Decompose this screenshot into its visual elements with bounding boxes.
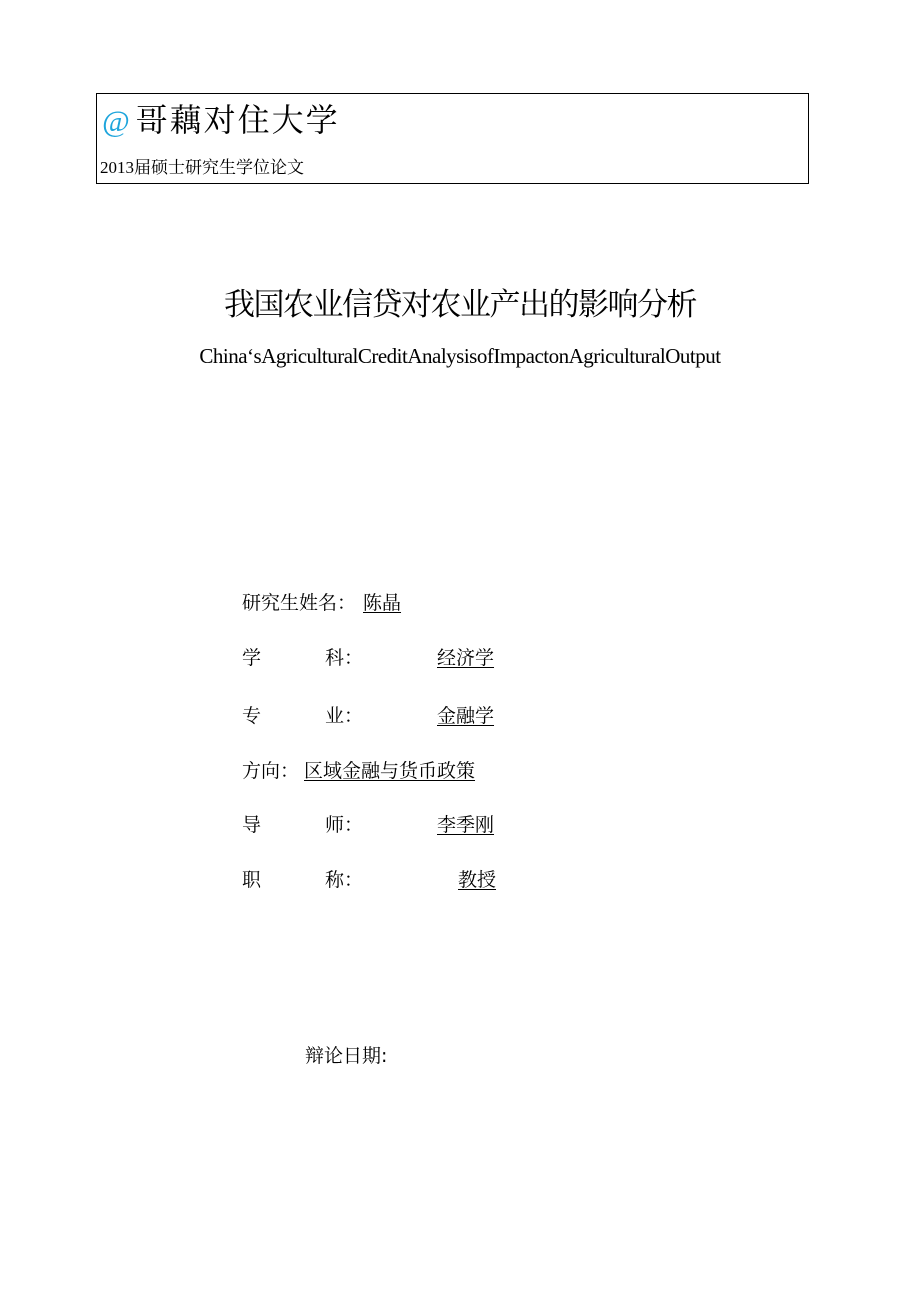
professional-title-label-first: 职 bbox=[242, 869, 262, 891]
thesis-type: 2013届硕士研究生学位论文 bbox=[100, 158, 304, 177]
university-name: 哥藕对住大学 bbox=[135, 101, 340, 139]
discipline-label-second: 科： bbox=[325, 647, 364, 669]
thesis-title-english: China‘sAgriculturalCreditAnalysisofImpactonAgriculturalOutput bbox=[199, 344, 721, 368]
major-label-first: 专 bbox=[242, 705, 262, 727]
info-row-direction bbox=[242, 757, 542, 785]
major-label-second: 业： bbox=[325, 705, 364, 727]
thesis-title-chinese: 我国农业信贷对农业产出的影响分析 bbox=[224, 287, 696, 323]
university-name-line bbox=[102, 100, 340, 142]
direction-value: 区域金融与货币政策 bbox=[304, 760, 476, 782]
info-row-professional-title bbox=[242, 866, 542, 894]
professional-title-value: 教授 bbox=[458, 869, 497, 891]
name-value: 陈晶 bbox=[363, 592, 402, 614]
advisor-value: 李季刚 bbox=[437, 814, 495, 836]
university-logo-icon: @ bbox=[102, 105, 132, 138]
professional-title-label-second: 称： bbox=[325, 869, 364, 891]
name-label: 研究生姓名： bbox=[242, 592, 357, 614]
advisor-label-second: 师： bbox=[325, 814, 364, 836]
info-row-name bbox=[242, 589, 542, 617]
info-row-major bbox=[242, 702, 542, 730]
major-value: 金融学 bbox=[437, 705, 495, 727]
info-row-advisor bbox=[242, 811, 542, 839]
defense-date-label: 辩论日期: bbox=[305, 1045, 388, 1067]
advisor-label-first: 导 bbox=[242, 814, 262, 836]
direction-label: 方向： bbox=[242, 760, 300, 782]
discipline-label-first: 学 bbox=[242, 647, 262, 669]
header-box bbox=[96, 93, 809, 184]
info-row-discipline bbox=[242, 644, 542, 672]
discipline-value: 经济学 bbox=[437, 647, 495, 669]
